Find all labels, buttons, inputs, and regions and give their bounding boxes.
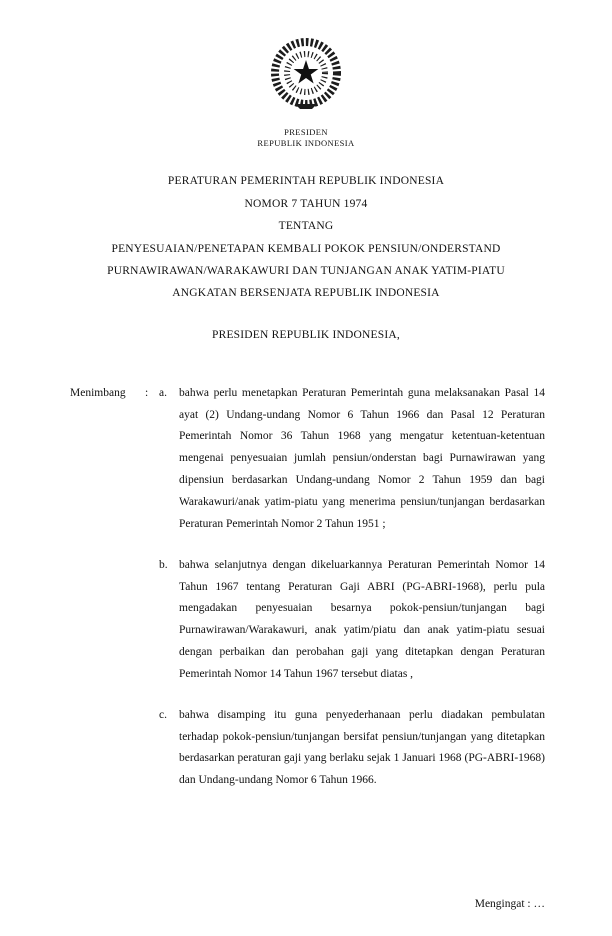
list-item	[159, 555, 545, 686]
title-line-2: NOMOR 7 TAHUN 1974	[244, 197, 368, 210]
state-emblem-icon	[262, 34, 350, 118]
emblem-caption-line2: REPUBLIK INDONESIA	[257, 137, 355, 148]
item-text-b: bahwa selanjutnya dengan dikeluarkannya Peraturan Pemerintah Nomor 14 Tahun 1967 tentang Peraturan Gaji ABRI (PG-ABRI-1968), perlu pula mengadakan penyesuaian besarnya pokok-pensiun/tunjangan bagi Purnawirawan/Warakawuri, anak yatim/piatu dan anak yatim-piatu sesuai dengan perbaikan dan perobahan gaji yang ditetapkan dengan Peraturan Pemerintah Nomor 14 Tahun 1967 tersebut diatas ,	[179, 558, 545, 680]
item-letter-b: b.	[159, 558, 168, 571]
regulation-title	[0, 170, 612, 305]
title-line-1: PERATURAN PEMERINTAH REPUBLIK INDONESIA	[167, 175, 445, 188]
item-text-c: bahwa disamping itu guna penyederhanaan perlu diadakan pembulatan terhadap pokok-pensiun/tunjangan bersifat pensiun/tunjangan yang ditetapkan berdasarkan peraturan gaji yang berlaku sejak 1 Januari 1968 (PG-ABRI-1968) dan Undang-undang Nomor 6 Tahun 1966.	[179, 708, 545, 787]
emblem-caption	[0, 127, 612, 148]
menimbang-items	[159, 383, 545, 792]
title-line-5: PURNAWIRAWAN/WARAKAWURI DAN TUNJANGAN ANAK YATIM-PIATU	[107, 264, 505, 277]
list-item	[159, 383, 545, 536]
menimbang-label: Menimbang	[70, 386, 126, 399]
title-line-3: TENTANG	[278, 220, 334, 233]
list-item	[159, 705, 545, 792]
continuation-catchword: Mengingat : …	[474, 898, 545, 910]
salutation: PRESIDEN REPUBLIK INDONESIA,	[211, 328, 400, 341]
menimbang-colon: :	[145, 386, 149, 399]
considerations-section	[0, 383, 612, 792]
item-letter-c: c.	[159, 708, 167, 721]
emblem-caption-line1: PRESIDEN	[284, 127, 328, 137]
item-letter-a: a.	[159, 386, 167, 399]
title-line-4: PENYESUAIAN/PENETAPAN KEMBALI POKOK PENSIUN/ONDERSTAND	[111, 242, 501, 255]
item-text-a: bahwa perlu menetapkan Peraturan Pemerintah guna melaksanakan Pasal 14 ayat (2) Undang-undang Nomor 6 Tahun 1966 dan Pasal 12 Peraturan Pemerintah Nomor 36 Tahun 1968 yang mengatur ketentuan-ketentuan mengenai penyesuaian jumlah pensiun/onderstan bagi Purnawirawan yang dipensiun berdasarkan Undang-undang Nomor 2 Tahun 1959 dan bagi Warakawuri/anak yatim-piatu yang menerima pensiun/tunjangan berdasarkan Peraturan Pemerintah Nomor 2 Tahun 1951 ;	[179, 386, 545, 530]
emblem-block	[0, 0, 612, 148]
menimbang-row	[70, 383, 545, 792]
title-line-6: ANGKATAN BERSENJATA REPUBLIK INDONESIA	[172, 287, 440, 300]
